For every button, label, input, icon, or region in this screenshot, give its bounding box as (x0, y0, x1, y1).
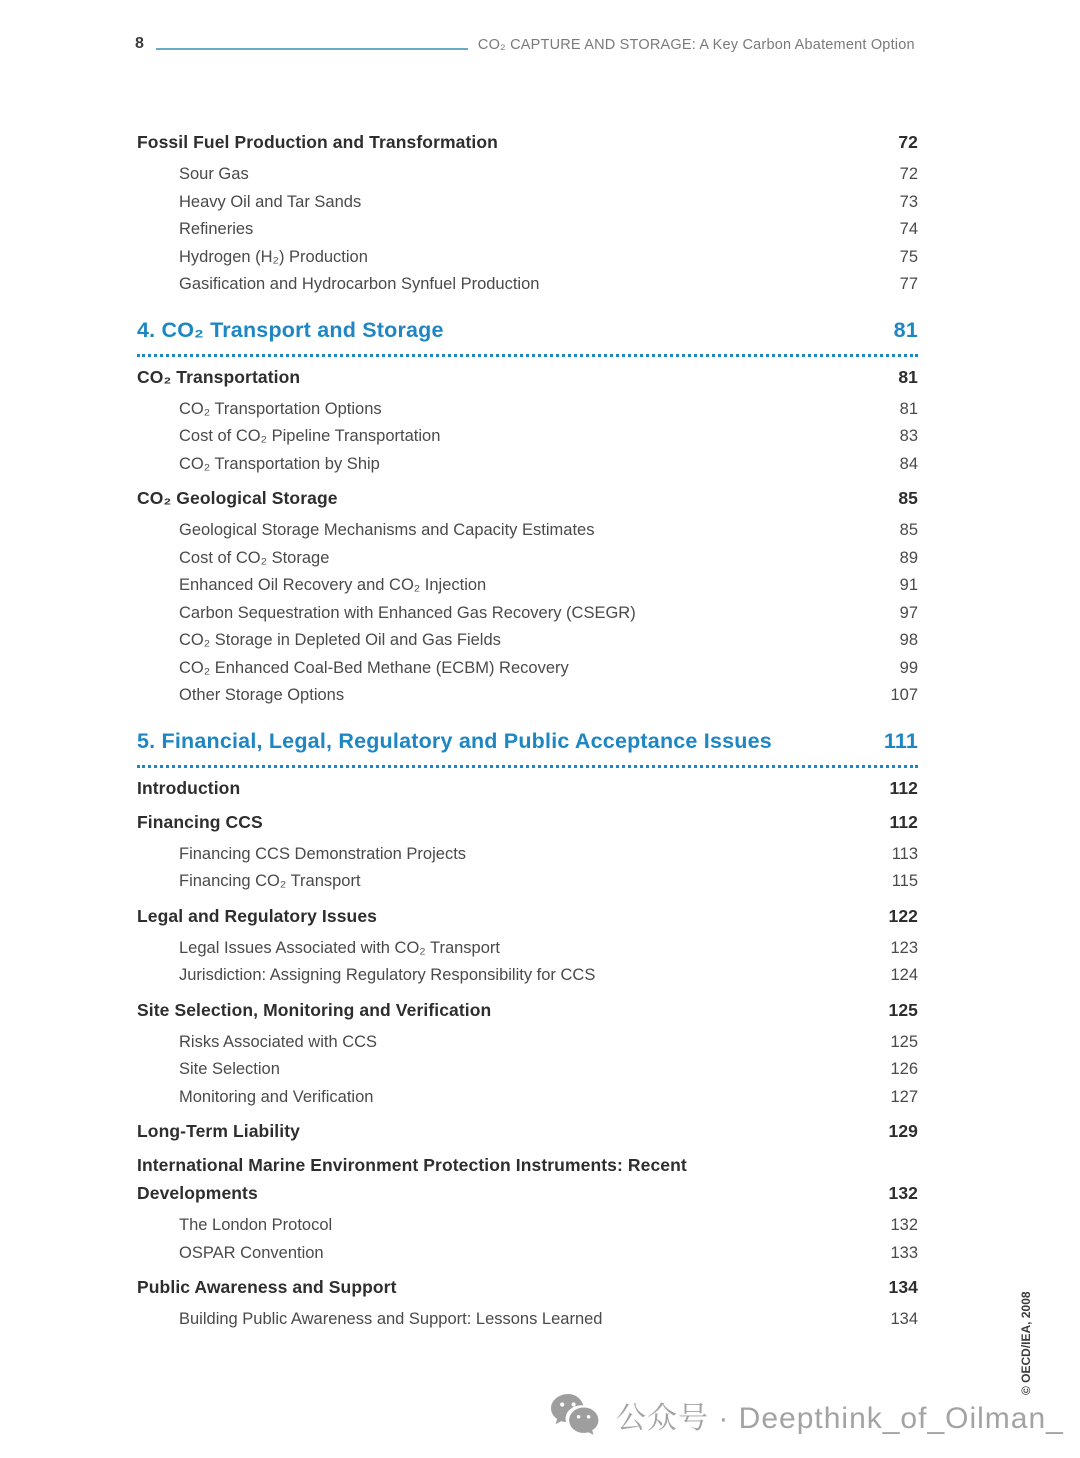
toc-row-sub (137, 868, 918, 896)
toc-entry-page: 81 (899, 399, 918, 418)
toc-entry-page: 75 (899, 247, 918, 266)
toc-entry-label: Enhanced Oil Recovery and CO₂ Injection (179, 576, 487, 594)
toc-entry-page: 77 (899, 275, 918, 293)
toc-entry-label: Site Selection (179, 1060, 280, 1078)
toc-entry-page: 91 (899, 576, 918, 594)
toc-row-section (137, 484, 918, 512)
toc-entry-label: Site Selection, Monitoring and Verification (137, 999, 492, 1020)
toc-entry-label: CO₂ Enhanced Coal-Bed Methane (ECBM) Recovery (179, 658, 569, 677)
toc-entry-label: CO₂ Transportation Options (179, 399, 382, 418)
toc-row-sub (137, 545, 918, 573)
toc-entry-label: OSPAR Convention (179, 1243, 324, 1262)
toc-entry-page: 113 (891, 844, 918, 863)
toc-entry-page: 111 (883, 728, 918, 753)
toc-entry-page: 125 (890, 1032, 918, 1051)
toc-entry-page: 81 (898, 366, 918, 387)
toc-row-sub (137, 572, 918, 600)
toc-row-sub (137, 517, 918, 545)
toc-entry-label: Public Awareness and Support (137, 1277, 397, 1297)
toc-entry-label: Legal Issues Associated with CO₂ Transport (179, 938, 500, 957)
toc-row-sub (137, 423, 918, 451)
toc-entry-page: 72 (898, 132, 918, 152)
toc-entry-label: International Marine Environment Protection Instruments: Recent Developments (137, 1155, 687, 1203)
toc-row-section (137, 363, 918, 391)
toc-entry-label: Building Public Awareness and Support: Lessons Learned (179, 1310, 603, 1328)
toc-row-sub (137, 1029, 918, 1057)
toc-row-sub (137, 1306, 918, 1334)
toc-entry-label: 5. Financial, Legal, Regulatory and Public Acceptance Issues (137, 728, 772, 753)
toc-entry-page: 73 (899, 192, 918, 211)
toc-entry-page: 112 (889, 777, 918, 798)
toc-row-sub (137, 655, 918, 683)
toc-entry-label: Risks Associated with CCS (179, 1032, 378, 1051)
toc-entry-label: Other Storage Options (179, 686, 345, 704)
toc-entry-page: 132 (888, 1183, 918, 1203)
toc-entry-page: 98 (899, 631, 918, 649)
toc-row-sub (137, 600, 918, 628)
toc-entry-page: 84 (899, 454, 918, 473)
toc-entry-page: 85 (899, 521, 918, 539)
toc-entry-label: Jurisdiction: Assigning Regulatory Responsibility for CCS (179, 966, 596, 984)
toc-entry-label: CO₂ Geological Storage (137, 488, 338, 508)
toc-entry-label: The London Protocol (179, 1216, 333, 1234)
toc-entry-page: 132 (890, 1216, 918, 1234)
header-rule (156, 48, 468, 50)
toc-entry-label: Financing CCS Demonstration Projects (179, 844, 467, 863)
toc-row-section (137, 996, 918, 1024)
toc-entry-page: 134 (888, 1277, 918, 1297)
wechat-icon (548, 1392, 602, 1438)
toc-row-section (137, 1273, 918, 1301)
toc-row-sub (137, 451, 918, 479)
toc-row-sub (137, 1240, 918, 1268)
toc-entry-page: 123 (890, 938, 918, 957)
toc-row-sub (137, 1084, 918, 1112)
toc-row-chapter (137, 724, 918, 768)
toc-entry-label: 4. CO₂ Transport and Storage (137, 317, 444, 342)
toc-entry-label: Carbon Sequestration with Enhanced Gas Recovery (CSEGR) (179, 603, 636, 622)
toc-list (137, 122, 918, 1334)
toc-row-section (137, 902, 918, 930)
toc-entry-label: Gasification and Hydrocarbon Synfuel Production (179, 275, 540, 293)
toc-entry-label: Monitoring and Verification (179, 1087, 374, 1106)
page-number: 8 (135, 35, 144, 52)
toc-entry-page: 115 (891, 872, 918, 890)
toc-entry-label: Geological Storage Mechanisms and Capacity Estimates (179, 521, 595, 539)
toc-entry-page: 124 (890, 966, 918, 984)
toc-entry-label: Introduction (137, 777, 241, 798)
toc-entry-page: 99 (899, 658, 918, 677)
copyright-notice: © OECD/IEA, 2008 (1019, 1291, 1033, 1395)
toc-entry-page: 85 (898, 488, 918, 508)
toc-row-sub (137, 1056, 918, 1084)
toc-row-sub (137, 396, 918, 424)
toc-row-sub (137, 1212, 918, 1240)
toc-row-section (137, 128, 918, 156)
page-header (135, 36, 920, 54)
toc-entry-label: Hydrogen (H₂) Production (179, 247, 368, 266)
toc-entry-label: CO₂ Storage in Depleted Oil and Gas Fields (179, 631, 501, 649)
watermark (548, 1392, 1064, 1438)
toc-entry-label: Refineries (179, 220, 254, 238)
toc-row-section (137, 774, 918, 802)
toc-entry-label: Sour Gas (179, 165, 249, 183)
toc-entry-label: Fossil Fuel Production and Transformation (137, 132, 498, 152)
watermark-text: 公众号 · Deepthink_of_Oilman_ (616, 1402, 1064, 1435)
toc-row-section (137, 1117, 918, 1145)
toc-entry-page: 97 (899, 603, 918, 622)
toc-row-section (137, 808, 918, 836)
toc-entry-page: 129 (888, 1121, 918, 1141)
toc-entry-label: Financing CO₂ Transport (179, 872, 361, 890)
toc-entry-page: 126 (890, 1060, 918, 1078)
toc-entry-page: 107 (890, 686, 918, 704)
toc-entry-page: 134 (890, 1310, 918, 1328)
header-title: CO₂ CAPTURE AND STORAGE: A Key Carbon Abatement Option (477, 36, 915, 53)
toc-entry-label: CO₂ Transportation by Ship (179, 454, 380, 473)
toc-row-sub (137, 935, 918, 963)
toc-entry-label: CO₂ Transportation (137, 366, 301, 387)
toc-entry-label: Cost of CO₂ Storage (179, 548, 330, 567)
toc-row-sub (137, 189, 918, 217)
toc-row-sub (137, 682, 918, 710)
toc-entry-page: 112 (889, 811, 918, 832)
toc-entry-page: 74 (899, 220, 918, 238)
toc-row-section (137, 1151, 918, 1207)
toc-row-chapter (137, 313, 918, 357)
toc-entry-page: 83 (899, 427, 918, 445)
toc-row-sub (137, 244, 918, 272)
toc-entry-page: 89 (899, 548, 918, 567)
toc-entry-label: Cost of CO₂ Pipeline Transportation (179, 427, 441, 445)
toc-entry-page: 72 (899, 165, 918, 183)
toc-row-sub (137, 627, 918, 655)
toc-entry-page: 122 (888, 905, 918, 926)
toc-entry-page: 133 (890, 1243, 918, 1262)
toc-entry-page: 81 (893, 317, 918, 342)
toc-entry-label: Long-Term Liability (137, 1121, 300, 1141)
toc-entry-page: 125 (888, 999, 918, 1020)
toc-entry-label: Financing CCS (137, 811, 263, 832)
toc-row-sub (137, 216, 918, 244)
toc-entry-label: Heavy Oil and Tar Sands (179, 192, 362, 211)
toc-row-sub (137, 271, 918, 299)
toc-row-sub (137, 841, 918, 869)
toc-row-sub (137, 161, 918, 189)
toc-row-sub (137, 962, 918, 990)
toc-entry-label: Legal and Regulatory Issues (137, 905, 377, 926)
toc-entry-page: 127 (890, 1087, 918, 1106)
